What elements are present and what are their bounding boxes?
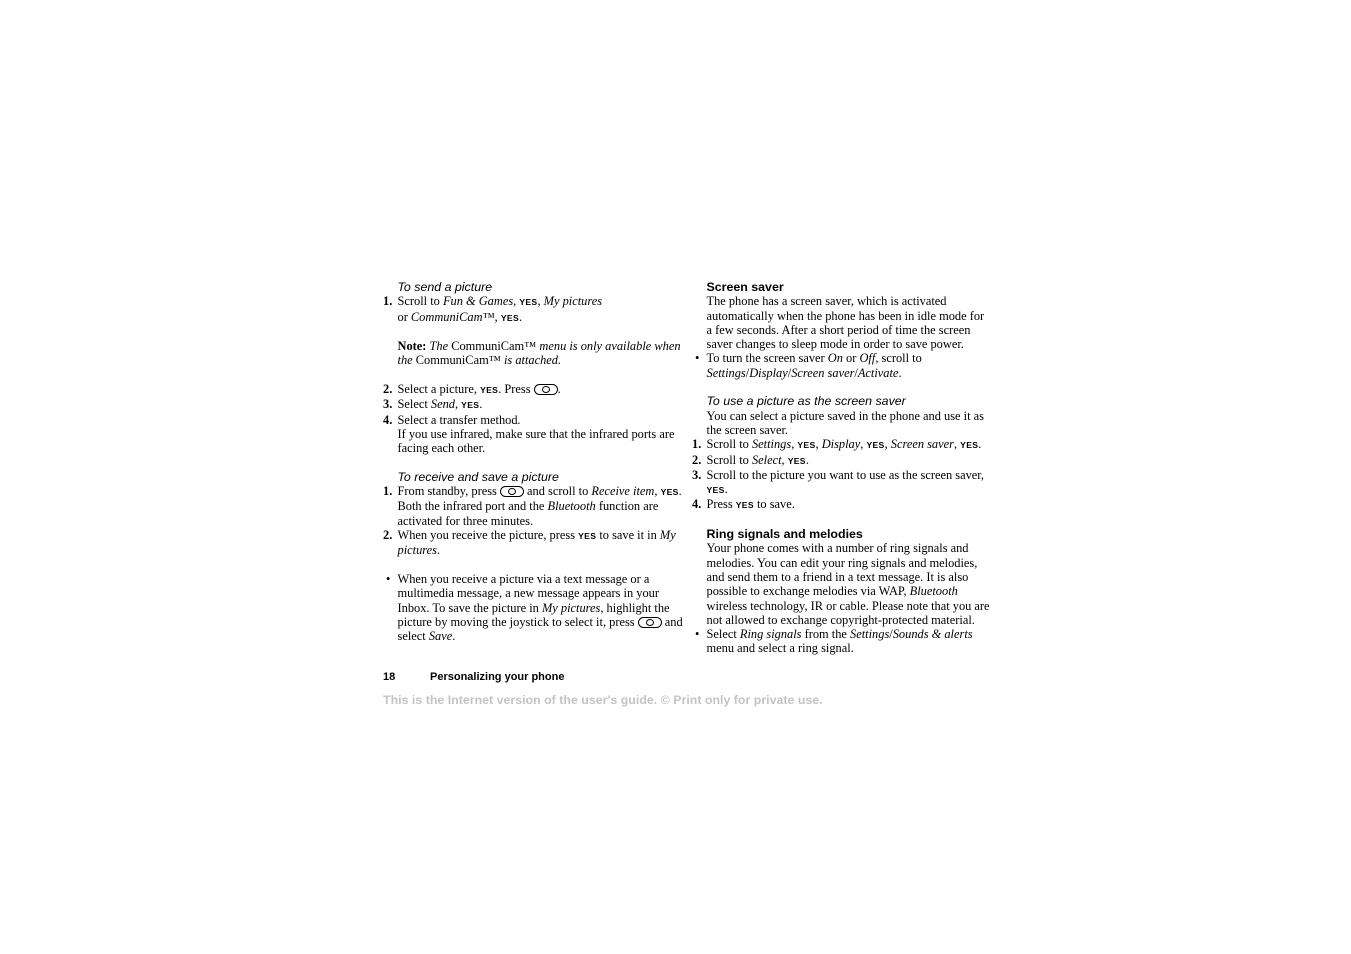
screen-saver-heading: Screen saver <box>706 280 784 294</box>
use-step-2: 2. Scroll to Select, YES. <box>692 452 809 467</box>
ring-signals-bullet: • Select Ring signals from the Settings/Sounds & alerts menu and select a ring signal. <box>695 627 973 656</box>
internet-version-notice: This is the Internet version of the user's guide. © Print only for private use. <box>383 693 823 707</box>
ring-signals-heading: Ring signals and melodies <box>706 527 863 542</box>
section-title: Personalizing your phone <box>430 671 565 683</box>
receive-picture-heading: To receive and save a picture <box>397 469 559 484</box>
page-number: 18 <box>383 671 396 683</box>
receive-step-2: 2. When you receive the picture, press YES to save it in My pictures. <box>383 528 676 558</box>
use-picture-text: You can select a picture saved in the phone and use it as the screen saver. <box>706 408 984 437</box>
left-column <box>383 280 683 643</box>
send-picture-heading: To send a picture <box>397 280 493 294</box>
receive-bullet: • When you receive a picture via a text message or a multimedia message, a new message appears in your Inbox. To save the picture in My pictures, highlight the picture by moving the joystick to select it, press and select Save. <box>386 571 683 644</box>
send-step-4: 4. Select a transfer method. If you use infrared, make sure that the infrared ports are facing each other. <box>383 412 675 456</box>
receive-step-1: 1. From standby, press and scroll to Receive item, YES. Both the infrared port and the Bluetooth function are activated for three minutes. <box>383 484 682 528</box>
use-picture-heading: To use a picture as the screen saver <box>706 394 906 409</box>
screen-saver-bullet: • To turn the screen saver On or Off, scroll to Settings/Display/Screen saver/Activate. <box>695 351 922 380</box>
screen-saver-text: The phone has a screen saver, which is activated automatically when the phone has been in idle mode for a few seconds. After a short period of time the screen saver changes to sleep mode in order to save power. <box>706 294 985 352</box>
joystick-icon <box>500 486 524 497</box>
send-step-3: 3. Select Send, YES. <box>383 397 483 412</box>
send-step-1: 1. Scroll to Fun & Games, YES, My pictures or CommuniCam™, YES. <box>383 294 603 324</box>
communicam-note: Note: The CommuniCam™ menu is only available when the CommuniCam™ is attached. <box>397 339 681 368</box>
use-step-1: 1. Scroll to Settings, YES, Display, YES, Screen saver, YES. <box>692 437 982 452</box>
joystick-icon <box>534 384 558 395</box>
use-step-3: 3. Scroll to the picture you want to use as the screen saver, YES. <box>692 467 985 497</box>
use-step-4: 4. Press YES to save. <box>692 497 795 512</box>
ring-signals-text: Your phone comes with a number of ring signals and melodies. You can edit your ring signals and melodies, and send them to a friend in a text message. It is also possible to exchange melodies via WAP, Bluetooth wireless technology, IR or cable. Please note that you are not allowed to exchange copyright-protected material. <box>706 541 990 627</box>
right-column <box>692 280 992 656</box>
joystick-icon <box>638 617 662 628</box>
send-step-2: 2. Select a picture, YES. Press . <box>383 382 561 397</box>
